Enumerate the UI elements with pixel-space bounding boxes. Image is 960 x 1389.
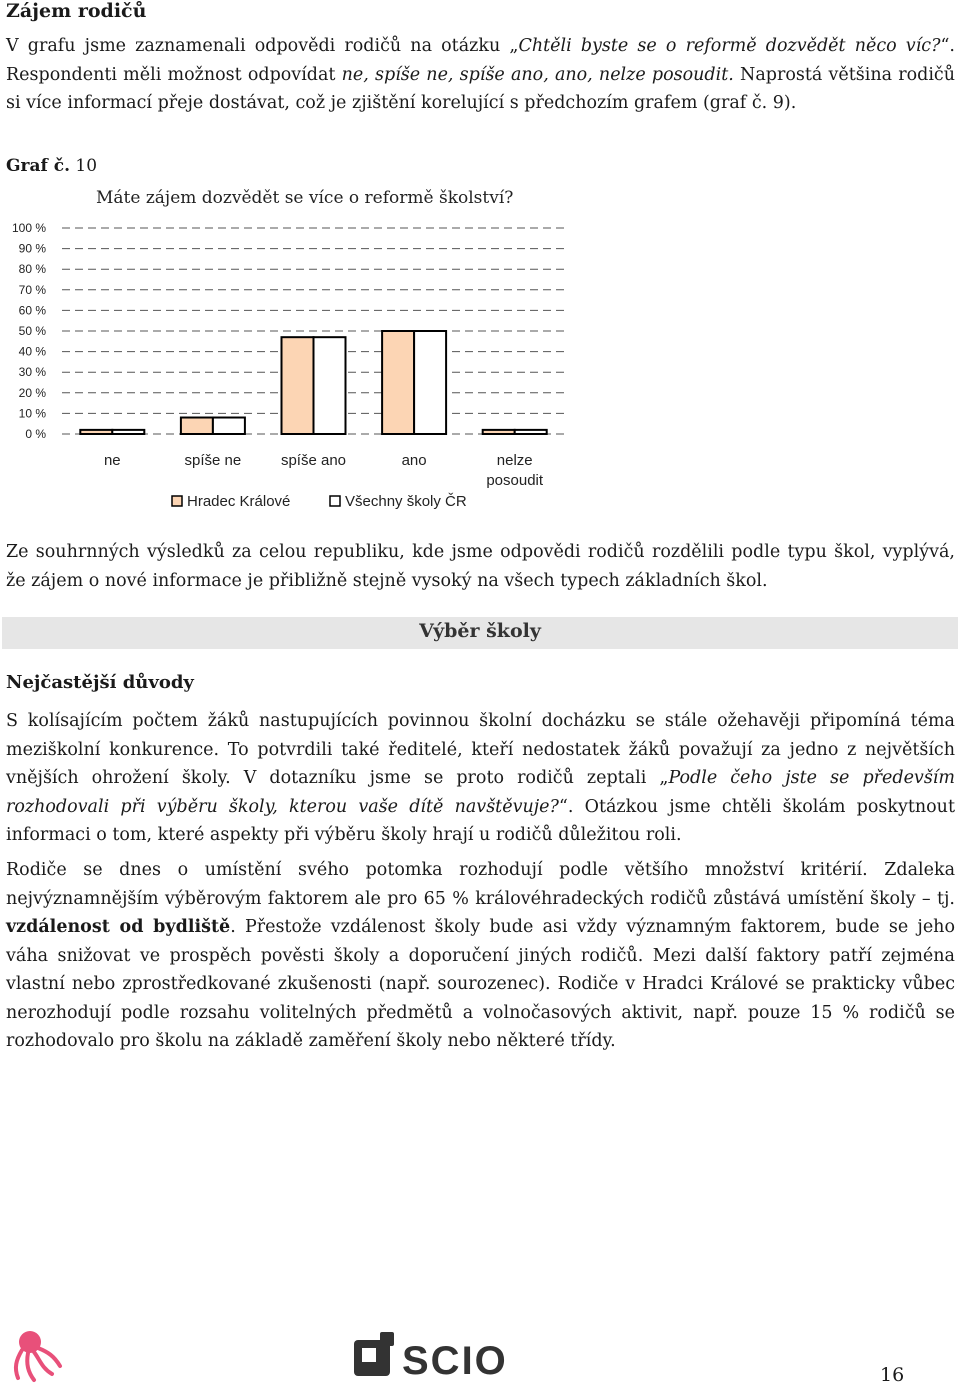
bar (515, 430, 547, 434)
legend-label: Všechny školy ČR (345, 493, 467, 510)
scio-logo (352, 1330, 522, 1382)
x-tick-label: ne (103, 452, 121, 469)
octopus-logo (8, 1326, 68, 1386)
bar (213, 418, 245, 434)
y-tick-label: 100 % (11, 221, 46, 235)
section-title: Výběr školy (419, 620, 541, 642)
x-tick-label: spíše ne (184, 452, 242, 469)
chart-title: Máte zájem dozvědět se více o reformě školství? (96, 188, 514, 208)
criteria-paragraph: Rodiče se dnes o umístění svého potomka rozhodují podle většího množství kritérií. Zdaleka nejvýznamnějším výběrovým faktorem ale pro 65 % královéhradeckých rodičů zůstává umístění školy – tj. vzdálenost od bydliště. Přestože vzdálenost školy bude asi vždy významným faktorem, bude se jeho váha snižovat ve prospěch pověsti školy a doporučení jiných rodičů. Mezi další faktory patří zejména vlastní nebo zprostředkované zkušenosti (např. sourozenec). Rodiče v Hradci Králové se prakticky vůbec nerozhodují podle rozsahu volitelných předmětů a volnočasových aktivit, např. pouze 15 % rodičů se rozhodovalo pro školu na základě zaměření školy nebo některé třídy. (6, 860, 955, 1051)
y-tick-label: 10 % (18, 406, 46, 421)
bar (112, 430, 144, 434)
y-tick-label: 40 % (18, 344, 46, 359)
y-tick-label: 90 % (18, 241, 46, 256)
legend-swatch (172, 496, 182, 506)
page-heading: Zájem rodičů (6, 0, 147, 22)
bar (414, 331, 446, 434)
x-tick-label: spíše ano (280, 452, 347, 469)
bar (483, 430, 515, 434)
scio-logo-text: SCIO (402, 1339, 508, 1382)
y-tick-label: 0 % (25, 427, 46, 441)
legend-label: Hradec Králové (187, 493, 291, 510)
reasons-paragraph: S kolísajícím počtem žáků nastupujících povinnou školní docházku se stále ožehavěji připomíná téma meziškolní konkurence. To potvrdili také ředitelé, kteří nedostatek žáků považují za jedno z největších vnějších ohrožení školy. V dotazníku jsme se proto rodičů zeptali „Podle čeho jste se především rozhodovali při výběru školy, kterou vaše dítě navštěvuje?“. Otázkou jsme chtěli školám poskytnout informaci o tom, které aspekty při výběru školy hrají u rodičů důležitou roli. (6, 711, 955, 845)
x-tick-label: nelze (496, 452, 533, 469)
graf-label: Graf č. 10 (6, 156, 98, 176)
bar-chart (0, 210, 600, 520)
x-tick-label: posoudit (486, 472, 544, 489)
y-tick-label: 50 % (18, 324, 46, 338)
y-tick-label: 80 % (18, 262, 46, 277)
bar (382, 331, 414, 434)
y-tick-label: 70 % (18, 282, 46, 297)
subheading: Nejčastější důvody (6, 672, 194, 693)
page-number: 16 (880, 1364, 905, 1386)
bar (314, 337, 346, 434)
summary-paragraph: Ze souhrnných výsledků za celou republiku, kde jsme odpovědi rodičů rozdělili podle typu škol, vyplývá, že zájem o nové informace je přibližně stejně vysoký na všech typech základních škol. (6, 542, 955, 591)
x-tick-label: ano (401, 452, 427, 469)
intro-paragraph: V grafu jsme zaznamenali odpovědi rodičů na otázku „Chtěli byste se o reformě dozvědět něco víc?“. Respondenti měli možnost odpovídat ne, spíše ne, spíše ano, ano, nelze posoudit. Naprostá většina rodičů si více informací přeje dostávat, což je zjištění korelující s předchozím grafem (graf č. 9). (6, 36, 955, 113)
y-tick-label: 20 % (18, 385, 46, 400)
bar (80, 430, 112, 434)
legend-swatch (330, 496, 340, 506)
y-tick-label: 60 % (18, 303, 46, 318)
bar (282, 337, 314, 434)
y-tick-label: 30 % (18, 365, 46, 380)
bar (181, 418, 213, 434)
